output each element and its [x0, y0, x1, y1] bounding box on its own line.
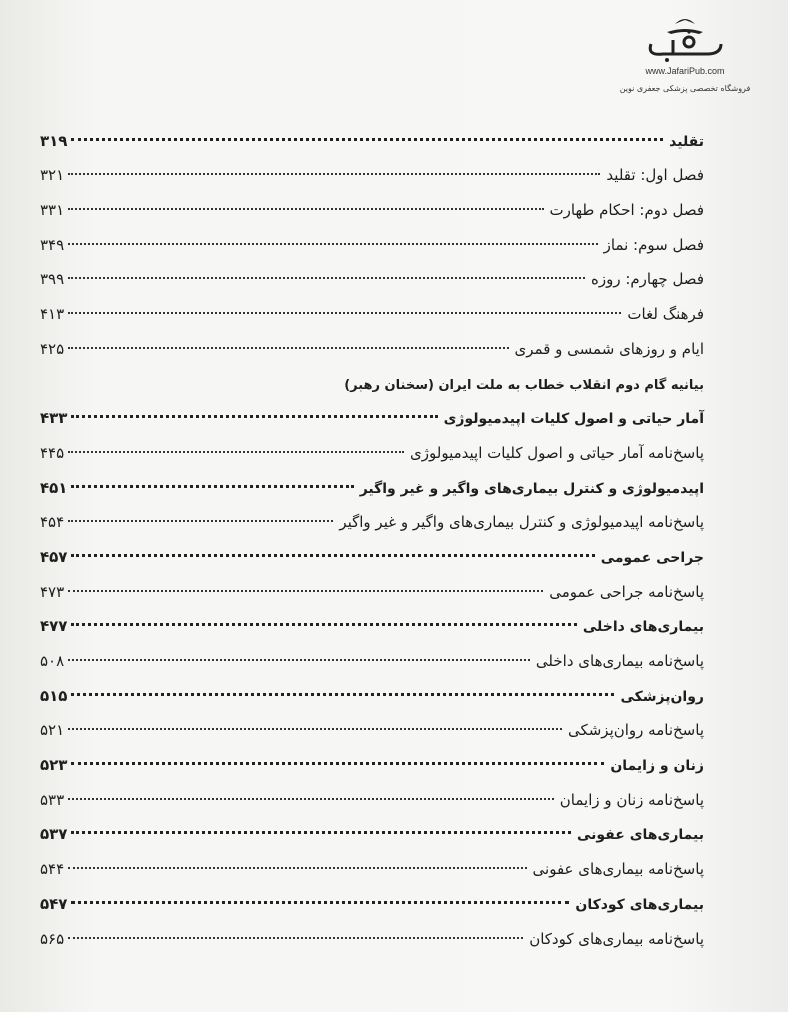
dot-leader	[68, 347, 508, 349]
toc-entry-title: پاسخ‌نامه بیماری‌های کودکان	[529, 929, 704, 948]
toc-entry-title: پاسخ‌نامه آمار حیاتی و اصول کلیات اپیدمیولوژی	[410, 443, 704, 462]
toc-entry-page-number: ۴۲۵	[40, 339, 65, 358]
toc-entry-title: بیانیه گام دوم انقلاب خطاب به ملت ایران (سخنان رهبر)	[344, 377, 704, 393]
dot-leader	[68, 520, 333, 522]
toc-entry-page-number: ۴۳۳	[40, 409, 68, 428]
toc-entry	[40, 878, 704, 913]
dot-leader	[68, 173, 600, 175]
toc-entry-title: بیماری‌های عفونی	[576, 827, 704, 844]
toc-entry	[40, 635, 704, 670]
toc-entry-title: فصل سوم: نماز	[603, 235, 704, 254]
toc-entry-page-number: ۴۵۷	[40, 547, 68, 566]
dot-leader	[68, 798, 554, 800]
jafari-logo-icon	[637, 14, 733, 64]
toc-entry	[40, 774, 704, 809]
publisher-url: www.JafariPub.com	[645, 66, 725, 76]
dot-leader	[68, 728, 562, 730]
toc-entry-page-number: ۴۷۷	[40, 617, 68, 636]
toc-entry-page-number: ۵۲۱	[40, 721, 65, 740]
toc-entry	[40, 843, 704, 878]
toc-entry-page-number: ۵۰۸	[40, 652, 65, 670]
table-of-contents	[40, 115, 704, 948]
toc-entry	[40, 254, 704, 289]
toc-entry-page-number: ۴۵۱	[40, 478, 68, 497]
dot-leader	[71, 901, 569, 904]
toc-entry	[40, 150, 704, 185]
toc-entry	[40, 184, 704, 219]
toc-entry-page-number: ۳۳۱	[40, 201, 65, 220]
toc-entry-page-number: ۵۲۳	[40, 756, 68, 775]
toc-entry-title: اپیدمیولوژی و کنترل بیماری‌های واگیر و غیر واگیر	[359, 480, 704, 497]
toc-entry-page-number: ۳۴۹	[40, 235, 65, 254]
toc-entry-page-number: ۳۱۹	[40, 131, 68, 150]
toc-entry	[40, 497, 704, 532]
toc-entry-page-number: ۴۷۳	[40, 582, 65, 601]
dot-leader	[68, 659, 530, 661]
toc-entry-title: پاسخ‌نامه اپیدمیولوژی و کنترل بیماری‌های واگیر و غیر واگیر	[339, 513, 704, 532]
dot-leader	[68, 208, 543, 210]
toc-entry-title: بیماری‌های داخلی	[582, 619, 704, 636]
toc-entry-page-number: ۵۴۷	[40, 894, 68, 913]
toc-entry-page-number: ۵۳۳	[40, 790, 65, 809]
dot-leader	[68, 312, 621, 314]
toc-entry	[40, 739, 704, 774]
toc-entry	[40, 219, 704, 254]
toc-entry-page-number: ۵۶۵	[40, 929, 65, 948]
toc-entry-title: پاسخ‌نامه جراحی عمومی	[549, 582, 704, 601]
toc-entry	[40, 913, 704, 948]
publisher-tagline: فروشگاه تخصصی پزشکی جعفری نوین	[619, 84, 751, 93]
toc-entry-title: زنان و زایمان	[610, 758, 704, 775]
toc-entry-title: فرهنگ لغات	[627, 305, 704, 324]
dot-leader	[71, 693, 614, 696]
dot-leader	[71, 831, 571, 834]
toc-entry	[40, 462, 704, 497]
dot-leader	[71, 554, 594, 557]
toc-entry-title: بیماری‌های کودکان	[575, 896, 704, 913]
toc-heading	[40, 358, 704, 393]
dot-leader	[68, 590, 543, 592]
toc-entry-title: روان‌پزشکی	[620, 688, 704, 705]
toc-entry	[40, 427, 704, 462]
dot-leader	[71, 485, 353, 488]
toc-entry-page-number: ۴۱۳	[40, 305, 65, 324]
toc-entry-title: ایام و روزهای شمسی و قمری	[514, 339, 704, 358]
toc-entry	[40, 809, 704, 844]
toc-entry-title: فصل چهارم: روزه	[590, 270, 704, 289]
toc-entry-title: پاسخ‌نامه زنان و زایمان	[559, 790, 704, 809]
publisher-brand	[610, 14, 760, 93]
dot-leader	[68, 243, 597, 245]
toc-entry-page-number: ۵۳۷	[40, 825, 68, 844]
toc-entry-page-number: ۴۵۴	[40, 513, 65, 532]
toc-entry	[40, 670, 704, 705]
toc-entry	[40, 566, 704, 601]
toc-entry	[40, 323, 704, 358]
toc-entry-title: پاسخ‌نامه بیماری‌های داخلی	[535, 652, 704, 670]
toc-entry-title: تقلید	[669, 133, 704, 150]
toc-entry	[40, 601, 704, 636]
toc-entry-page-number: ۵۴۴	[40, 860, 65, 879]
dot-leader	[68, 451, 404, 453]
dot-leader	[68, 867, 526, 869]
dot-leader	[68, 937, 523, 939]
dot-leader	[71, 138, 663, 141]
toc-entry-page-number: ۳۹۹	[40, 270, 65, 289]
toc-entry-title: فصل دوم: احکام طهارت	[549, 201, 704, 220]
toc-entry-title: پاسخ‌نامه روان‌پزشکی	[567, 721, 704, 740]
toc-entry-title: پاسخ‌نامه بیماری‌های عفونی	[532, 860, 704, 879]
dot-leader	[71, 762, 604, 765]
toc-entry	[40, 288, 704, 323]
toc-entry	[40, 393, 704, 428]
dot-leader	[68, 277, 585, 279]
dot-leader	[71, 415, 437, 418]
toc-entry	[40, 115, 704, 150]
toc-entry	[40, 531, 704, 566]
toc-entry-title: جراحی عمومی	[600, 549, 704, 566]
toc-entry-page-number: ۵۱۵	[40, 686, 68, 705]
toc-entry-page-number: ۳۲۱	[40, 166, 65, 185]
toc-entry-title: آمار حیاتی و اصول کلیات اپیدمیولوژی	[443, 411, 704, 428]
toc-entry-title: فصل اول: تقلید	[606, 166, 704, 185]
toc-entry	[40, 705, 704, 740]
dot-leader	[71, 623, 576, 626]
toc-entry-page-number: ۴۴۵	[40, 443, 65, 462]
